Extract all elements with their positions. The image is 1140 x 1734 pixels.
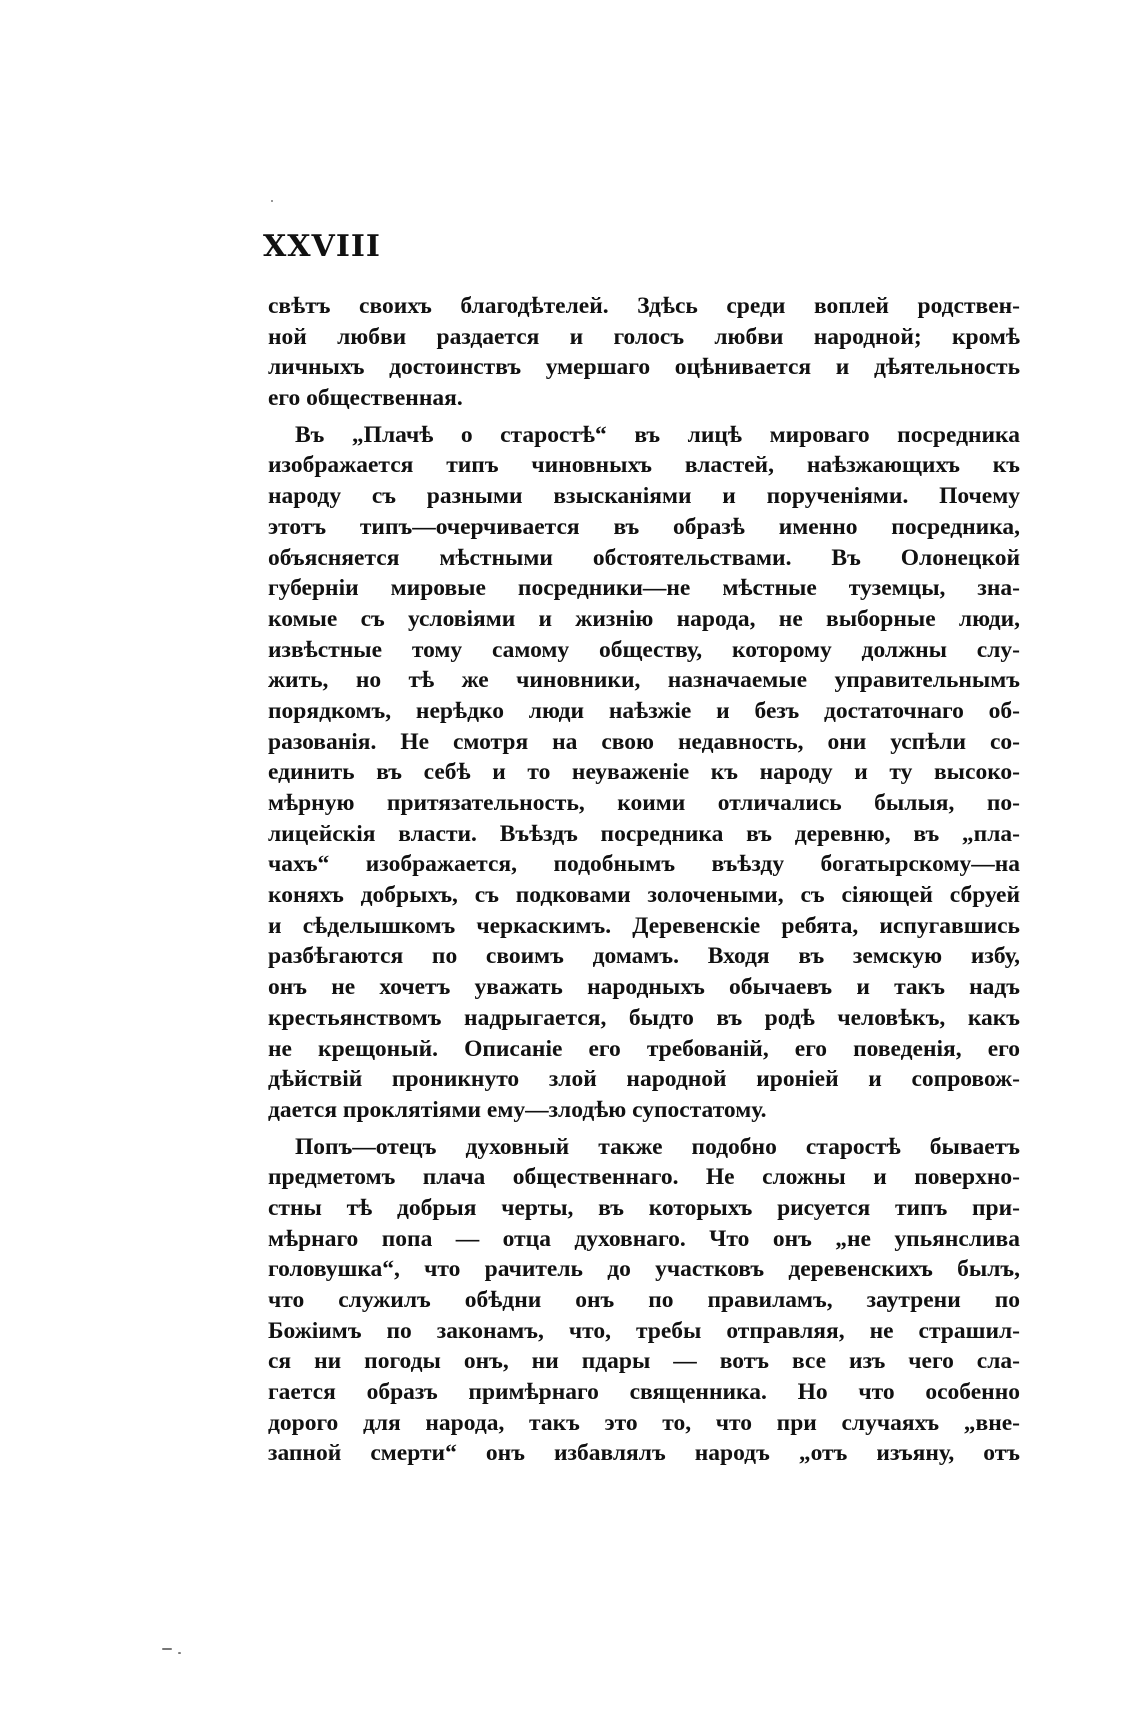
scan-speck bbox=[178, 1652, 181, 1654]
text-line: извѣстные тому самому обществу, которому должны слу- bbox=[268, 636, 1020, 663]
text-line: лицейскія власти. Въѣздъ посредника въ деревню, въ „пла- bbox=[268, 820, 1020, 847]
page-number: XXVIII bbox=[263, 229, 381, 264]
text-line: Божіимъ по законамъ, что, требы отправляя, не страшил- bbox=[268, 1317, 1020, 1344]
text-line: объясняется мѣстными обстоятельствами. Въ Олонецкой bbox=[268, 544, 1020, 571]
text-line: жить, но тѣ же чиновники, назначаемые управительнымъ bbox=[268, 667, 1020, 694]
text-line: мѣрную притязательность, коими отличались былыя, по- bbox=[268, 790, 1020, 816]
text-line: народу съ разными взысканіями и порученіями. Почему bbox=[268, 483, 1020, 510]
text-line: разованія. Не смотря на свою недавность, они успѣли со- bbox=[268, 728, 1020, 755]
text-line: не крещоный. Описаніе его требованій, его поведенія, его bbox=[268, 1035, 1020, 1062]
text-line: его общественная. bbox=[268, 385, 463, 412]
text-line: единить въ себѣ и то неуваженіе къ народу и ту высоко- bbox=[268, 759, 1020, 786]
text-line: губерніи мировые посредники—не мѣстные туземцы, зна- bbox=[268, 575, 1020, 602]
body-text bbox=[268, 291, 1020, 1469]
text-line: мѣрнаго попа — отца духовнаго. Что онъ „не упьянслива bbox=[268, 1225, 1020, 1252]
text-line: изображается типъ чиновныхъ властей, наѣзжающихъ къ bbox=[268, 452, 1020, 479]
text-line: дѣйствій проникнуто злой народной ироніей и сопровож- bbox=[268, 1066, 1020, 1093]
text-line: и сѣделышкомъ черкаскимъ. Деревенскіе ребята, испугавшись bbox=[268, 912, 1020, 939]
scan-speck bbox=[162, 1648, 172, 1650]
text-line: комые съ условіями и жизнію народа, не выборные люди, bbox=[268, 605, 1020, 632]
text-line: гается образъ примѣрнаго священника. Но что особенно bbox=[268, 1379, 1020, 1406]
text-line: чахъ“ изображается, подобнымъ въѣзду богатырскому—на bbox=[268, 851, 1020, 878]
text-line: разбѣгаются по своимъ домамъ. Входя въ земскую избу, bbox=[268, 943, 1020, 970]
text-line: ся ни погоды онъ, ни пдары — вотъ все изъ чего сла- bbox=[268, 1348, 1020, 1375]
text-line: коняхъ добрыхъ, съ подковами золочеными, съ сіяющей сбруей bbox=[268, 882, 1020, 909]
scan-speck bbox=[271, 200, 273, 202]
text-line: личныхъ достоинствъ умершаго оцѣнивается и дѣятельность bbox=[268, 354, 1020, 381]
text-line: дорого для народа, такъ это то, что при случаяхъ „вне- bbox=[268, 1409, 1020, 1436]
text-line: Попъ—отецъ духовный также подобно старостѣ бываетъ bbox=[295, 1133, 1020, 1160]
text-line: запной смерти“ онъ избавлялъ народъ „отъ изъяну, отъ bbox=[268, 1440, 1020, 1467]
text-line: свѣтъ своихъ благодѣтелей. Здѣсь среди воплей родствен- bbox=[268, 293, 1020, 319]
text-line: Въ „Плачѣ о старостѣ“ въ лицѣ мироваго посредника bbox=[295, 421, 1020, 448]
text-line: стны тѣ добрыя черты, въ которыхъ рисуется типъ при- bbox=[268, 1194, 1020, 1221]
text-line: дается проклятіями ему—злодѣю супостатому. bbox=[268, 1096, 767, 1123]
paragraph bbox=[268, 1132, 1020, 1470]
paragraph bbox=[268, 291, 1020, 414]
paragraph bbox=[268, 420, 1020, 1126]
text-line: что служилъ обѣдни онъ по правиламъ, заутрени по bbox=[268, 1287, 1020, 1313]
text-line: крестьянствомъ надрыгается, быдто въ родѣ человѣкъ, какъ bbox=[268, 1004, 1020, 1031]
text-line: онъ не хочетъ уважать народныхъ обычаевъ и такъ надъ bbox=[268, 974, 1020, 1001]
text-line: головушка“, что рачитель до участковъ деревенскихъ былъ, bbox=[268, 1256, 1020, 1283]
text-line: ной любви раздается и голосъ любви народной; кромѣ bbox=[268, 323, 1020, 350]
text-line: порядкомъ, нерѣдко люди наѣзжіе и безъ достаточнаго об- bbox=[268, 697, 1020, 724]
text-line: предметомъ плача общественнаго. Не сложны и поверхно- bbox=[268, 1164, 1020, 1191]
text-line: этотъ типъ—очерчивается въ образѣ именно посредника, bbox=[268, 513, 1020, 540]
